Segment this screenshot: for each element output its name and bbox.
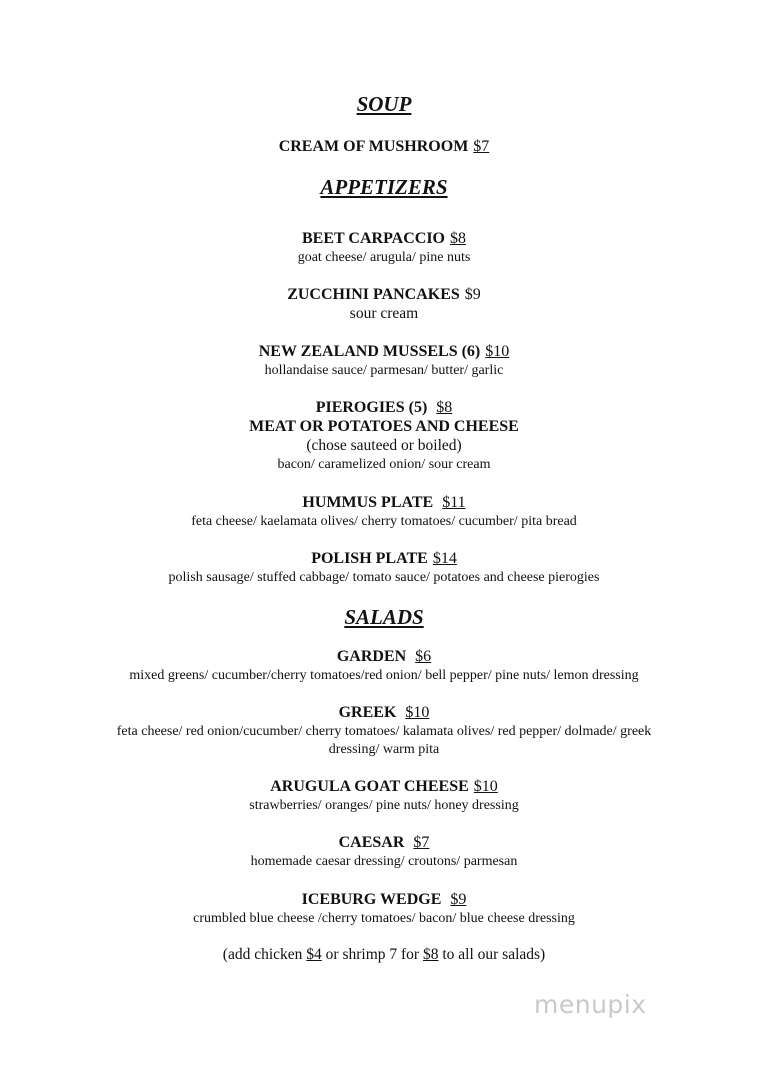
item-name: BEET CARPACCIO — [302, 230, 445, 247]
note-text: (add chicken — [222, 946, 303, 963]
item-price: $10 — [405, 704, 430, 721]
item-description-continued: dressing/ warm pita — [328, 742, 440, 757]
item-option-note: (chose sauteed or boiled) — [306, 437, 462, 454]
section-heading-soup: SOUP — [356, 92, 412, 116]
item-name: ICEBURG WEDGE — [301, 891, 442, 908]
item-name: CREAM OF MUSHROOM — [278, 138, 469, 155]
menu-item-new-zealand-mussels — [0, 342, 768, 362]
item-name: NEW ZEALAND MUSSELS (6) — [258, 343, 481, 360]
item-description: polish sausage/ stuffed cabbage/ tomato sauce/ potatoes and cheese pierogies — [168, 570, 600, 585]
item-name: CAESAR — [338, 834, 405, 851]
item-description: bacon/ caramelized onion/ sour cream — [277, 457, 491, 472]
item-subtitle: MEAT OR POTATOES AND CHEESE — [249, 418, 519, 435]
item-description: goat cheese/ arugula/ pine nuts — [297, 250, 471, 265]
item-description: strawberries/ oranges/ pine nuts/ honey dressing — [249, 798, 519, 813]
item-price: $8 — [449, 230, 466, 247]
item-price: $9 — [450, 891, 467, 908]
menupix-watermark: menupix — [534, 990, 647, 1019]
menu-item-beet-carpaccio — [0, 229, 768, 249]
note-text: to all our salads) — [442, 946, 546, 963]
salad-addon-note — [0, 945, 768, 965]
item-price: $10 — [485, 343, 510, 360]
item-name: PIEROGIES (5) — [315, 399, 428, 416]
item-description: feta cheese/ kaelamata olives/ cherry tomatoes/ cucumber/ pita bread — [191, 514, 577, 529]
item-name: ARUGULA GOAT CHEESE — [270, 778, 469, 795]
item-price: $7 — [413, 834, 430, 851]
item-price: $14 — [432, 550, 457, 567]
item-name: HUMMUS PLATE — [302, 494, 434, 511]
item-description: feta cheese/ red onion/cucumber/ cherry tomatoes/ kalamata olives/ red pepper/ dolmade/ greek — [116, 724, 652, 739]
section-heading-appetizers: APPETIZERS — [320, 175, 448, 199]
item-description: sour cream — [349, 305, 419, 322]
menu-item-polish-plate — [0, 549, 768, 569]
menu-item-arugula-goat-cheese — [0, 777, 768, 797]
item-price: $6 — [415, 648, 432, 665]
item-name: ZUCCHINI PANCAKES — [287, 286, 460, 303]
item-description: crumbled blue cheese /cherry tomatoes/ bacon/ blue cheese dressing — [193, 911, 575, 926]
item-description: mixed greens/ cucumber/cherry tomatoes/red onion/ bell pepper/ pine nuts/ lemon dressing — [129, 668, 639, 683]
item-price: $10 — [473, 778, 498, 795]
menu-item-iceburg-wedge — [0, 890, 768, 910]
menu-item-zucchini-pancakes — [0, 285, 768, 305]
menu-item-cream-of-mushroom — [0, 137, 768, 157]
item-name: GREEK — [338, 704, 397, 721]
menu-item-greek — [0, 703, 768, 723]
section-heading-salads: SALADS — [344, 605, 424, 629]
item-name: POLISH PLATE — [311, 550, 428, 567]
menu-item-garden — [0, 647, 768, 667]
item-price: $8 — [436, 399, 453, 416]
note-text: or shrimp 7 for — [325, 946, 420, 963]
item-price: $9 — [464, 286, 481, 303]
note-price-shrimp: $8 — [422, 946, 439, 963]
item-price: $7 — [473, 138, 490, 155]
item-name: GARDEN — [336, 648, 407, 665]
note-price-chicken: $4 — [306, 946, 322, 963]
menu-item-caesar — [0, 833, 768, 853]
item-description: homemade caesar dressing/ croutons/ parmesan — [250, 854, 518, 869]
menu-item-pierogies — [0, 398, 768, 418]
menu-item-hummus-plate — [0, 493, 768, 513]
item-price: $11 — [442, 494, 466, 511]
item-description: hollandaise sauce/ parmesan/ butter/ garlic — [264, 363, 504, 378]
